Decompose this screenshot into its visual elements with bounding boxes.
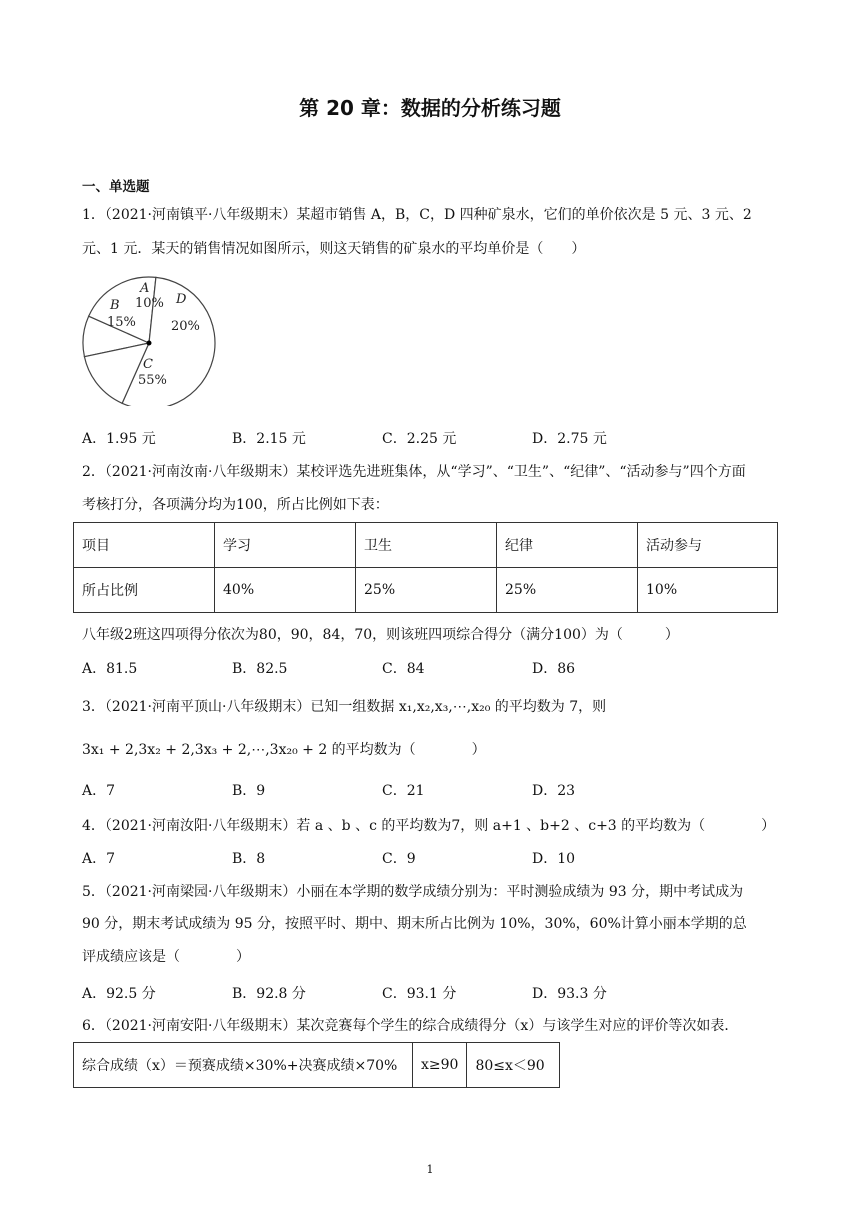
table-cell: 10%: [638, 568, 778, 613]
q2-line3: 八年级2班这四项得分依次为80，90，84，70，则该班四项综合得分（满分100）为（ ）: [82, 627, 679, 643]
q2-option-d: D．86: [532, 661, 576, 677]
q5-line3: 评成绩应该是（ ）: [82, 949, 250, 965]
q1-line1: 1．（2021·河南镇平·八年级期末）某超市销售 A，B，C，D 四种矿泉水，它们的单价依次是 5 元、3 元、2: [82, 207, 752, 223]
q2-option-b: B．82.5: [232, 661, 288, 677]
pie-label-a-letter: A: [140, 281, 150, 296]
q1-option-b: B．2.15 元: [232, 431, 306, 447]
table-cell: 学习: [215, 523, 356, 568]
q5-line2: 90 分，期末考试成绩为 95 分，按照平时、期中、期末所占比例为 10%，30%，60%计算小丽本学期的总: [82, 916, 747, 932]
table-cell: 25%: [356, 568, 497, 613]
section-heading: 一、单选题: [82, 179, 150, 195]
table-cell: 活动参与: [638, 523, 778, 568]
q5-option-b: B．92.8 分: [232, 986, 306, 1002]
q3-option-c: C．21: [382, 783, 425, 799]
table-row: [74, 1043, 560, 1088]
table-cell: 25%: [497, 568, 638, 613]
q6-table: [73, 1042, 560, 1088]
q3-line1: 3．（2021·河南平顶山·八年级期末）已知一组数据 x₁,x₂,x₃,⋯,x₂₀ 的平均数为 7，则: [82, 699, 607, 715]
q2-option-a: A．81.5: [82, 661, 138, 677]
q3-option-d: D．23: [532, 783, 576, 799]
q4-option-c: C．9: [382, 851, 416, 867]
table-cell: x≥90: [413, 1043, 467, 1088]
table-cell: 所占比例: [74, 568, 215, 613]
pie-label-c-value: 55%: [138, 373, 167, 388]
q3-option-a: A．7: [82, 783, 116, 799]
q1-option-c: C．2.25 元: [382, 431, 457, 447]
pie-label-c-letter: C: [143, 357, 153, 372]
table-cell: 40%: [215, 568, 356, 613]
q6-line1: 6．（2021·河南安阳·八年级期末）某次竞赛每个学生的综合成绩得分（x）与该学生对应的评价等次如表．: [82, 1018, 739, 1034]
page-number: 1: [426, 1163, 434, 1176]
q2-table: [73, 522, 778, 613]
q3-option-b: B．9: [232, 783, 266, 799]
q4-line1: 4．（2021·河南汝阳·八年级期末）若 a 、b 、c 的平均数为7，则 a+1 、b+2 、c+3 的平均数为（ ）: [82, 818, 776, 834]
table-cell: 项目: [74, 523, 215, 568]
q4-option-b: B．8: [232, 851, 266, 867]
q2-line1: 2．（2021·河南汝南·八年级期末）某校评选先进班集体，从“学习”、“卫生”、“纪律”、“活动参与”四个方面: [82, 464, 746, 480]
pie-label-d-value: 20%: [171, 319, 200, 334]
pie-label-b-value: 15%: [107, 315, 136, 330]
q1-option-a: A．1.95 元: [82, 431, 156, 447]
q4-option-a: A．7: [82, 851, 116, 867]
table-cell: 综合成绩（x）＝预赛成绩×30%+决赛成绩×70%: [74, 1043, 413, 1088]
q2-option-c: C．84: [382, 661, 425, 677]
page-title: 第 20 章：数据的分析练习题: [299, 96, 561, 120]
pie-label-b-letter: B: [110, 298, 120, 313]
table-row: [74, 568, 778, 613]
q5-line1: 5．（2021·河南梁园·八年级期末）小丽在本学期的数学成绩分别为：平时测验成绩为 93 分，期中考试成为: [82, 884, 744, 900]
pie-label-a-value: 10%: [135, 296, 164, 311]
q5-option-c: C．93.1 分: [382, 986, 457, 1002]
q4-option-d: D．10: [532, 851, 576, 867]
table-cell: 卫生: [356, 523, 497, 568]
q5-option-d: D．93.3 分: [532, 986, 607, 1002]
pie-chart: [80, 276, 230, 406]
q3-line2: 3x₁ + 2,3x₂ + 2,3x₃ + 2,⋯,3x₂₀ + 2 的平均数为（ ）: [82, 742, 486, 758]
q1-option-d: D．2.75 元: [532, 431, 607, 447]
table-cell: 纪律: [497, 523, 638, 568]
q5-option-a: A．92.5 分: [82, 986, 156, 1002]
table-cell: 80≤x＜90: [467, 1043, 560, 1088]
pie-label-d-letter: D: [176, 292, 187, 307]
table-row: [74, 523, 778, 568]
q1-line2: 元、1 元．某天的销售情况如图所示，则这天销售的矿泉水的平均单价是（ ）: [82, 241, 586, 257]
pie-center-dot: [147, 341, 152, 346]
q2-line2: 考核打分，各项满分均为100，所占比例如下表：: [82, 497, 389, 513]
